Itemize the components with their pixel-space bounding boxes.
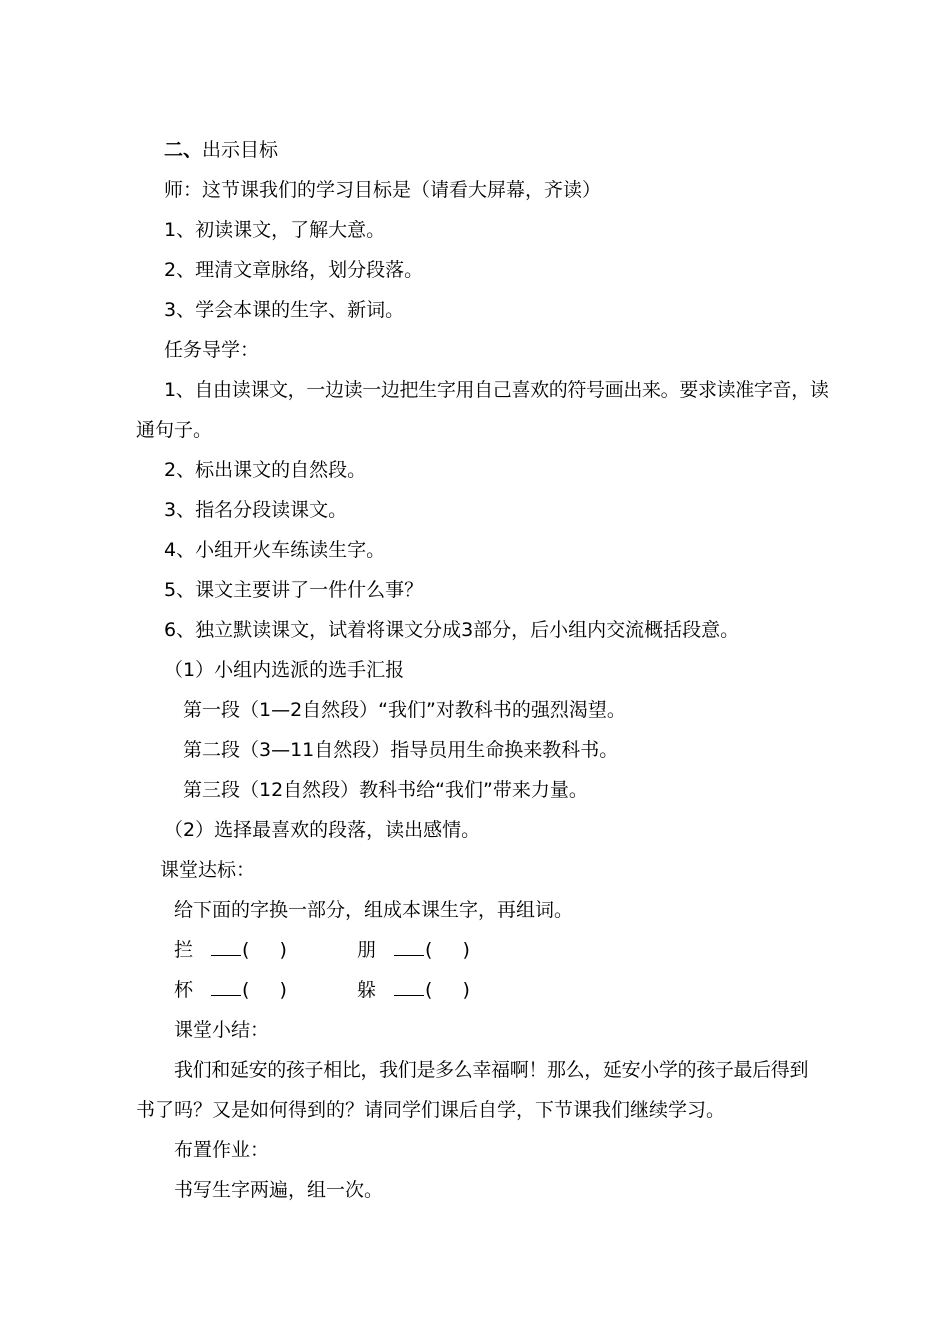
exercise-item-4 (357, 977, 470, 1003)
homework-heading: 布置作业： (174, 1139, 270, 1161)
close-paren: ) (462, 939, 470, 961)
task-item-3: 3、指名分段读课文。 (164, 499, 348, 521)
exercise-item-3 (174, 977, 287, 1003)
homework-text: 书写生字两遍，组一次。 (174, 1179, 384, 1201)
task-item-5: 5、课文主要讲了一件什么事？ (164, 579, 424, 601)
goal-item-1: 1、初读课文，了解大意。 (164, 219, 386, 241)
paragraph-summary-1: 第一段（1—2自然段）“我们”对教科书的强烈渴望。 (183, 699, 626, 721)
sub-item-1: （1）小组内选派的选手汇报 (164, 659, 405, 681)
task-item-1-continued: 通句子。 (136, 419, 213, 441)
section-heading (164, 137, 278, 163)
exercise-item-1 (174, 937, 287, 963)
open-paren: ( (242, 979, 250, 1001)
summary-heading: 课堂小结： (174, 1019, 270, 1041)
answer-blank[interactable] (211, 977, 241, 996)
paragraph-summary-2: 第二段（3—11自然段）指导员用生命换来教科书。 (183, 739, 619, 761)
task-heading: 任务导学： (164, 339, 260, 361)
teacher-line: 师：这节课我们的学习目标是（请看大屏幕，齐读） (164, 179, 602, 201)
answer-blank[interactable] (211, 937, 241, 956)
close-paren: ) (279, 979, 287, 1001)
sub-item-2: （2）选择最喜欢的段落，读出感情。 (164, 819, 481, 841)
open-paren: ( (425, 979, 433, 1001)
close-paren: ) (279, 939, 287, 961)
paragraph-summary-3: 第三段（12自然段）教科书给“我们”带来力量。 (183, 779, 588, 801)
exercise-char: 拦 (174, 939, 194, 961)
section-title: 出示目标 (202, 139, 279, 161)
exercise-char: 躲 (357, 979, 377, 1001)
task-item-2: 2、标出课文的自然段。 (164, 459, 367, 481)
summary-text-continued: 书了吗？又是如何得到的？请同学们课后自学，下节课我们继续学习。 (136, 1099, 726, 1121)
task-item-6: 6、独立默读课文，试着将课文分成3部分，后小组内交流概括段意。 (164, 619, 740, 641)
section-number: 二、 (164, 139, 203, 161)
exercise-char: 朋 (357, 939, 377, 961)
exercise-item-2 (357, 937, 470, 963)
exercise-intro: 给下面的字换一部分，组成本课生字，再组词。 (174, 899, 574, 921)
open-paren: ( (242, 939, 250, 961)
answer-blank[interactable] (394, 977, 424, 996)
goal-item-3: 3、学会本课的生字、新词。 (164, 299, 405, 321)
open-paren: ( (425, 939, 433, 961)
goal-item-2: 2、理清文章脉络，划分段落。 (164, 259, 424, 281)
class-goal-heading: 课堂达标： (160, 859, 256, 881)
task-item-4: 4、小组开火车练读生字。 (164, 539, 386, 561)
task-item-1: 1、自由读课文，一边读一边把生字用自己喜欢的符号画出来。要求读准字音，读 (164, 379, 829, 401)
summary-text: 我们和延安的孩子相比，我们是多么幸福啊！那么，延安小学的孩子最后得到 (174, 1059, 809, 1081)
exercise-char: 杯 (174, 979, 194, 1001)
close-paren: ) (462, 979, 470, 1001)
answer-blank[interactable] (394, 937, 424, 956)
